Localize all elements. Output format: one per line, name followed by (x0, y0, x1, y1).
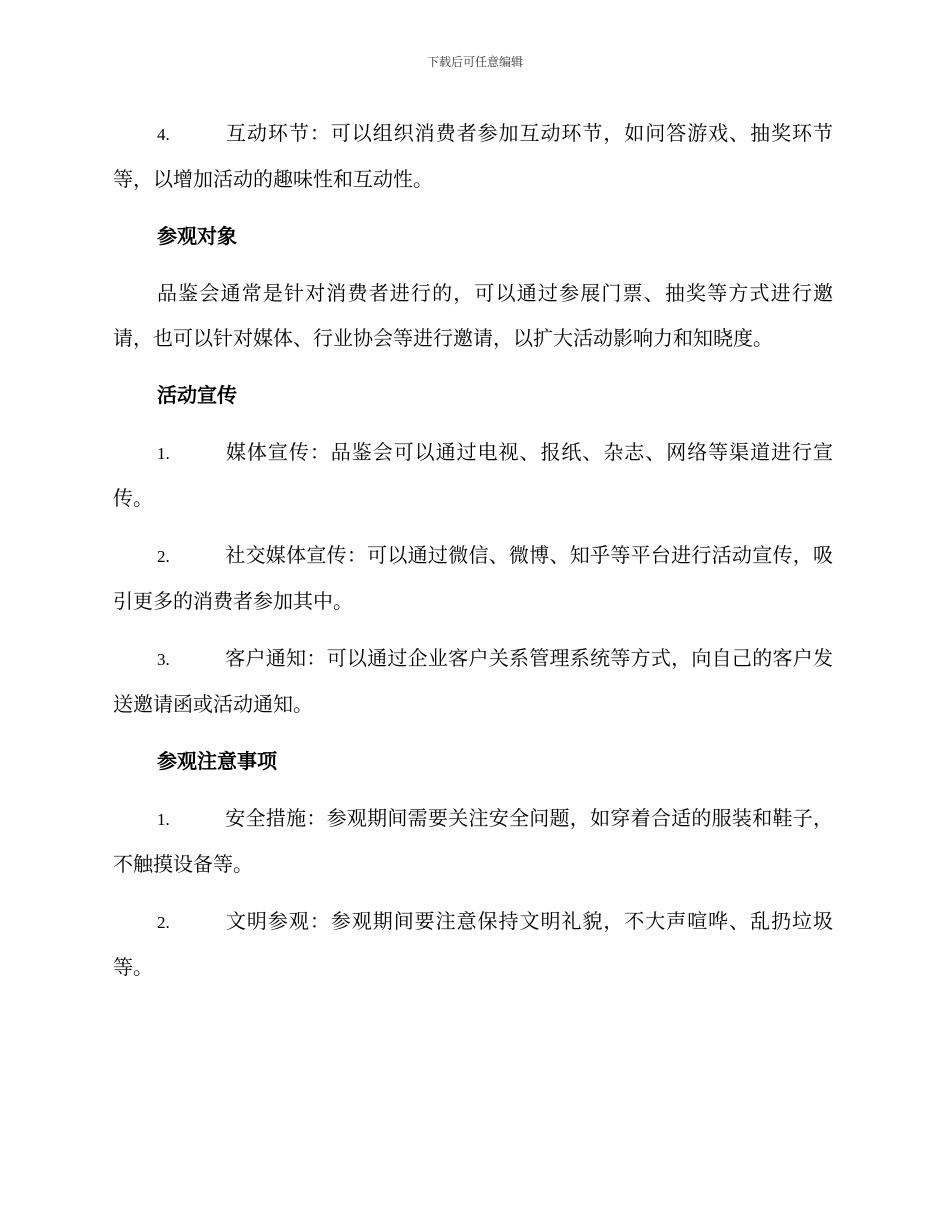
list-number: 1. (157, 444, 170, 463)
document-body (113, 111, 833, 1002)
list-item-interaction (113, 111, 833, 202)
list-item-media-promotion (113, 430, 833, 521)
list-number: 3. (157, 650, 170, 669)
list-item-civility (113, 899, 833, 990)
list-item-text: 社交媒体宣传：可以通过微信、微博、知乎等平台进行活动宣传，吸引更多的消费者参加其中。 (113, 543, 833, 613)
heading-visitors: 参观对象 (157, 224, 237, 248)
list-item-text: 文明参观：参观期间要注意保持文明礼貌，不大声喧哗、乱扔垃圾等。 (113, 909, 833, 979)
list-item-customer-notice (113, 636, 833, 727)
list-item-text: 安全措施：参观期间需要关注安全问题，如穿着合适的服装和鞋子，不触摸设备等。 (113, 806, 833, 876)
page-header: 下载后可任意编辑 (426, 55, 523, 69)
list-item-text: 客户通知：可以通过企业客户关系管理系统等方式，向自己的客户发送邀请函或活动通知。 (113, 646, 833, 716)
list-number: 4. (157, 125, 170, 144)
list-number: 1. (157, 810, 170, 829)
list-item-safety (113, 796, 833, 887)
list-item-social-promotion (113, 533, 833, 624)
heading-promotion: 活动宣传 (157, 383, 237, 407)
paragraph-visitors: 品鉴会通常是针对消费者进行的，可以通过参展门票、抽奖等方式进行邀请，也可以针对媒体、行业协会等进行邀请，以扩大活动影响力和知晓度。 (113, 281, 833, 350)
list-number: 2. (157, 547, 170, 566)
list-item-text: 媒体宣传：品鉴会可以通过电视、报纸、杂志、网络等渠道进行宣传。 (113, 440, 833, 510)
heading-notes: 参观注意事项 (157, 749, 277, 773)
list-item-text: 互动环节：可以组织消费者参加互动环节，如问答游戏、抽奖环节等，以增加活动的趣味性和互动性。 (113, 121, 833, 191)
list-number: 2. (157, 913, 170, 932)
